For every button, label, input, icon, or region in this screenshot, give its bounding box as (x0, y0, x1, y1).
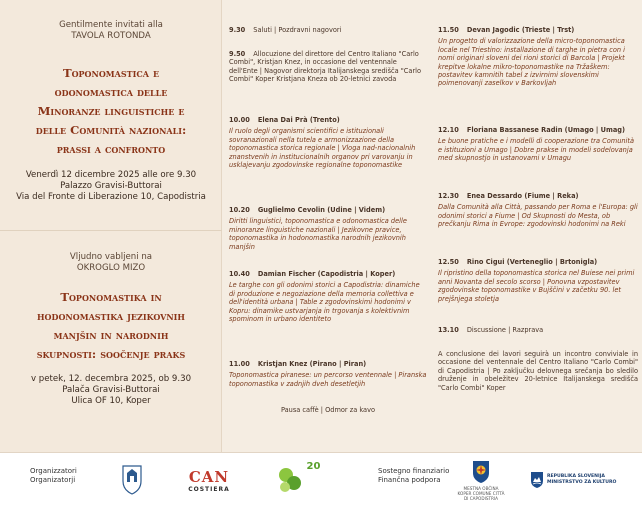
program-text: Diritti linguistici, toponomastica e odonomastica delle minoranze linguistiche nazionali | Jezikovne pravice, toponomastika in hodonomastika narodnih jezikovnih manjšin (229, 217, 407, 251)
leaf-icon (276, 463, 306, 497)
program-item (229, 360, 427, 388)
program-text: Allocuzione del direttore del Centro Italiano "Carlo Combi", Kristjan Knez, in occasione del ventennale dell'Ente | Nagovor direktorja Italijanskega središča "Carlo Combi" Koper Kristjana Kneza ob 20-letnici zavoda (229, 50, 422, 84)
date-it: Venerdì 12 dicembre 2025 alle ore 9.30 (25, 170, 197, 180)
program-speaker: Devan Jagodic (Trieste | Trst) (466, 26, 575, 34)
program-time: 10.40 (229, 270, 250, 278)
program-speaker: Guglielmo Cevolin (Udine | Videm) (257, 206, 386, 214)
invite-sl-line1: Vljudno vabljeni na (69, 252, 153, 262)
program-item (229, 116, 427, 169)
program-item (229, 26, 427, 34)
koper-municipality-logo (456, 457, 506, 503)
anniversary-number: 20 (306, 461, 321, 472)
ministry-text-line1: REPUBLIKA SLOVENIJA (547, 474, 605, 479)
program-item (438, 326, 638, 334)
venue-sl: Palača Gravisi-Buttorai (62, 385, 160, 395)
title-sl-line1: Toponomastika in (60, 290, 162, 304)
program-item (438, 192, 638, 229)
program-speaker: Enea Dessardo (Fiume | Reka) (466, 192, 579, 200)
program-speaker: Kristjan Knez (Pirano | Piran) (257, 360, 367, 368)
crest-icon (120, 463, 144, 497)
program-time: 11.50 (438, 26, 459, 34)
title-it-line5: prassi a confronto (56, 142, 166, 156)
title-it (6, 64, 216, 159)
title-sl (6, 288, 216, 364)
program-text: Dalla Comunità alla Città, passando per Roma e l'Europa: gli odonimi storici a Fiume | Od Skupnosti do Mesta, ob prečkanju Rima in Evrope: zgodovinski hodonimi na Reki (438, 203, 638, 229)
title-it-line2: odonomastica delle (54, 85, 168, 99)
title-it-line4: delle Comunità nazionali: (35, 123, 187, 137)
program-item (229, 206, 427, 251)
program-time: 9.30 (229, 26, 246, 34)
program-time: 12.50 (438, 258, 459, 266)
program-speaker: Damian Fischer (Capodistria | Koper) (257, 270, 396, 278)
program-text: Le targhe con gli odonimi storici a Capodistria: dinamiche di produzione e negoziazione della memoria collettiva e dell'identità urbana | Table z zgodovinskimi hodonimi v Kopru: dinamike ustvarjanja in trgovanja s kolektivnim spominom in urbano identiteto (229, 281, 420, 324)
municipality-logo-text: MESTNA OBČINA KOPER COMUNE CITTÀ DI CAPODISTRIA (457, 485, 505, 501)
organizers-label (30, 467, 77, 485)
program-item (438, 26, 638, 88)
program-time: 10.20 (229, 206, 250, 214)
organizers-label-sl: Organizatorji (30, 476, 76, 484)
program-text: Discussione | Razprava (466, 326, 544, 334)
program-item (229, 270, 427, 323)
column-divider (0, 230, 222, 231)
slovenia-crest-icon (530, 471, 544, 489)
organizers-label-it: Organizzatori (30, 467, 77, 475)
program-time: 10.00 (229, 116, 250, 124)
closing-note: A conclusione dei lavori seguirà un incontro conviviale in occasione del ventennale del Centro Italiano "Carlo Combi" di Capodistria | Po zaključku delovnega srečanja bo sledilo druženje in obeležitev 20-letnice Italijanskega središča "Carlo Combi" Koper (438, 350, 638, 392)
program-time: 12.10 (438, 126, 459, 134)
program-text: Il ripristino della toponomastica storica nel Buiese nei primi anni Novanta del secolo scorso | Ponovna vzpostavitev zgodovinske toponomastike v Bujščini v začetku 90. let prejšnjega stoletja (438, 269, 635, 303)
program-item (438, 126, 638, 163)
funding-label-it: Sostegno finanziario (378, 467, 450, 475)
title-sl-line2: hodonomastika jezikovnih (37, 309, 185, 323)
program-time: 11.00 (229, 360, 250, 368)
can-costiera-logo (186, 459, 232, 501)
program-speaker: Elena Dai Prà (Trento) (257, 116, 340, 124)
can-logo-text: CAN (188, 467, 230, 486)
program-speaker: Rino Cigui (Verteneglio | Brtonigla) (466, 258, 598, 266)
program-item (229, 50, 427, 84)
funding-label-sl: Finančna podpora (378, 476, 441, 484)
program-time: 9.50 (229, 50, 246, 58)
address-sl: Ulica OF 10, Koper (71, 396, 151, 406)
invite-sl-line2: OKROGLO MIZO (76, 263, 146, 273)
program-speaker: Floriana Bassanese Radin (Umago | Umag) (466, 126, 626, 134)
title-it-line1: Toponomastica e (62, 66, 160, 80)
coffee-break: Pausa caffè | Odmor za kavo (280, 406, 376, 414)
program-text: Toponomastica piranese: un percorso ventennale | Piranska toponomastika v zadnjih dveh desetletjih (229, 371, 427, 388)
invite-it-line2: TAVOLA ROTONDA (71, 31, 151, 41)
program-text: Saluti | Pozdravni nagovori (253, 26, 342, 34)
program-time: 13.10 (438, 326, 459, 334)
date-sl: v petek, 12. decembra 2025, ob 9.30 (30, 374, 192, 384)
centro-combi-logo (118, 461, 146, 499)
invite-it-line1: Gentilmente invitati alla (59, 20, 163, 30)
program-text: Il ruolo degli organismi scientifici e istituzionali sovranazionali nella tutela e armonizzazione della toponomastica storica regionale | Vloga nad-nacionalnih znanstvenih in institucionalnih organov pri varovanju in usklajevanju zgodovinske regionalne toponomastike (229, 127, 416, 170)
ministry-text-line2: MINISTRSTVO ZA KULTURO (547, 480, 617, 485)
shield-icon (472, 460, 490, 484)
left-column (0, 0, 222, 452)
can-logo-subtext: COSTIERA (188, 485, 230, 493)
title-sl-line4: skupnosti: soočenje praks (36, 347, 186, 361)
program-item (438, 258, 638, 303)
title-it-line3: Minoranze linguistiche e (37, 104, 185, 118)
sponsor-footer (0, 452, 642, 506)
funding-label (378, 467, 449, 485)
program-text: Le buone pratiche e i modelli di cooperazione tra Comunità e istituzioni a Umago | Dobre prakse in modeli sodelovanja med skupnostjo in ustanovami v Umagu (438, 137, 635, 163)
program-time: 12.30 (438, 192, 459, 200)
ministry-culture-logo (530, 469, 636, 491)
title-sl-line3: manjšin in narodnih (53, 328, 169, 342)
venue-it: Palazzo Gravisi-Buttorai (60, 181, 162, 191)
address-it: Via del Fronte di Liberazione 10, Capodistria (16, 192, 206, 202)
ministry-text (547, 474, 616, 486)
anniversary-logo (274, 459, 322, 501)
program-text: Un progetto di valorizzazione della micro-toponomastica locale nel Triestino: installazione di targhe in pietra con i nomi originari sloveni dei rioni storici di Barcola | Projekt krepitve lokalne mikro-toponomastike na Tržaškem: postavitev kamnitih tabel z izvirnimi slovenskimi poimenovanji zaselkov v Barkovljah (438, 37, 625, 88)
